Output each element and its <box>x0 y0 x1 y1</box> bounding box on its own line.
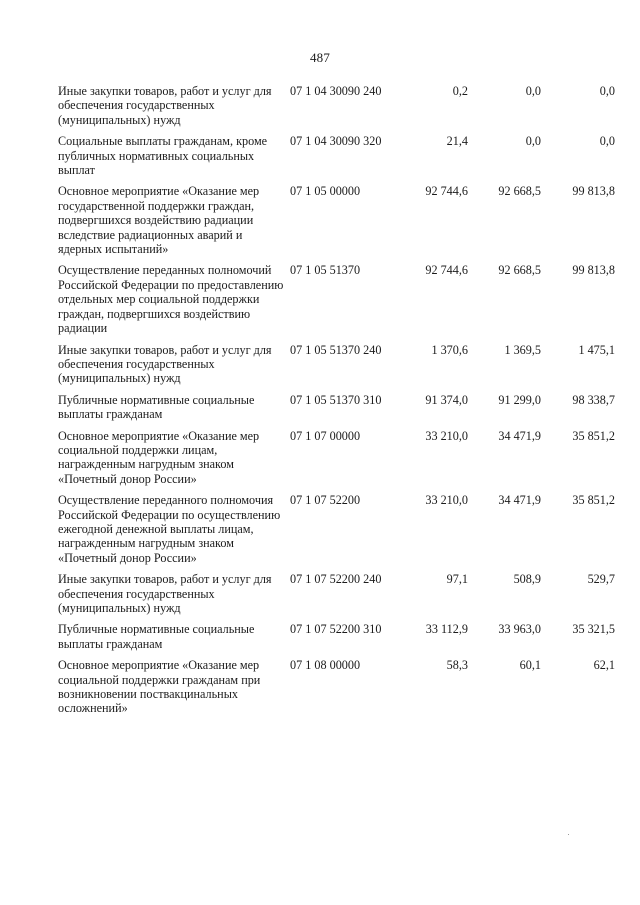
row-code: 07 1 05 00000 <box>290 184 361 199</box>
row-value-2: 34 471,9 <box>498 493 541 508</box>
row-code: 07 1 04 30090 240 <box>290 84 382 98</box>
row-value-1: 0,2 <box>452 84 468 98</box>
row-value-2: 92 668,5 <box>498 263 541 278</box>
row-value-3: 98 338,7 <box>572 392 615 407</box>
row-value-2: 34 471,9 <box>498 428 541 443</box>
budget-table <box>58 84 618 723</box>
table-row <box>58 622 618 651</box>
row-code: 07 1 04 30090 320 <box>290 134 382 149</box>
table-row <box>58 134 618 177</box>
row-description: Иные закупки товаров, работ и услуг для обеспечения государственных (муниципальных) нужд <box>58 84 272 127</box>
row-code: 07 1 07 52200 240 <box>290 572 382 587</box>
table-row <box>58 263 618 335</box>
row-value-3: 35 851,2 <box>572 493 615 508</box>
row-description: Социальные выплаты гражданам, кроме публичных нормативных социальных выплат <box>58 134 268 178</box>
row-value-1: 92 744,6 <box>425 184 468 199</box>
row-code: 07 1 07 52200 310 <box>290 622 382 637</box>
row-description: Осуществление переданных полномочий Российской Федерации по предоставлению отдельных мер социальной поддержки граждан, подвергшихся воздействию радиации <box>58 263 284 336</box>
table-row <box>58 493 618 565</box>
row-value-2: 33 963,0 <box>498 622 541 637</box>
row-value-3: 0,0 <box>599 134 615 149</box>
row-description: Иные закупки товаров, работ и услуг для обеспечения государственных (муниципальных) нужд <box>58 572 272 615</box>
row-value-1: 21,4 <box>446 134 468 149</box>
row-code: 07 1 07 52200 <box>290 493 361 508</box>
row-value-3: 35 321,5 <box>572 622 615 637</box>
row-value-2: 0,0 <box>525 134 541 149</box>
row-code: 07 1 05 51370 240 <box>290 342 382 357</box>
table-row <box>58 572 618 615</box>
row-value-1: 33 210,0 <box>425 493 468 508</box>
row-description: Осуществление переданного полномочия Российской Федерации по осуществлению ежегодной денежной выплаты лицам, награжденным нагрудным знаком «Почетный донор России» <box>58 493 281 565</box>
row-description: Основное мероприятие «Оказание мер социальной поддержки лицам, награжденным нагрудным знаком «Почетный донор России» <box>58 428 260 486</box>
row-value-3: 35 851,2 <box>572 428 615 443</box>
row-value-3: 0,0 <box>599 84 615 98</box>
row-description: Публичные нормативные социальные выплаты гражданам <box>58 622 255 651</box>
row-value-2: 1 369,5 <box>504 342 541 357</box>
row-description: Основное мероприятие «Оказание мер государственной поддержки граждан, подвергшихся воздействию радиации вследствие радиационных аварий и ядерных испытаний» <box>58 184 260 257</box>
row-value-2: 60,1 <box>519 658 541 673</box>
row-value-3: 99 813,8 <box>572 184 615 199</box>
row-value-1: 33 112,9 <box>425 622 468 637</box>
row-description: Основное мероприятие «Оказание мер социальной поддержки гражданам при возникновении поствакцинальных осложнений» <box>58 658 261 716</box>
row-value-3: 62,1 <box>593 658 615 673</box>
row-value-3: 1 475,1 <box>578 342 615 357</box>
row-value-1: 1 370,6 <box>431 342 468 357</box>
row-value-1: 33 210,0 <box>425 428 468 443</box>
row-code: 07 1 07 00000 <box>290 428 361 443</box>
row-value-2: 92 668,5 <box>498 184 541 199</box>
table-row <box>58 343 618 386</box>
row-value-2: 91 299,0 <box>498 392 541 407</box>
row-value-1: 97,1 <box>446 572 468 587</box>
row-value-2: 508,9 <box>513 572 541 587</box>
row-value-1: 58,3 <box>446 658 468 673</box>
row-value-1: 91 374,0 <box>425 392 468 407</box>
row-value-2: 0,0 <box>525 84 541 98</box>
page-number: 487 <box>309 50 331 65</box>
table-row <box>58 429 618 487</box>
table-row <box>58 184 618 256</box>
row-description: Публичные нормативные социальные выплаты гражданам <box>58 392 255 422</box>
row-value-1: 92 744,6 <box>425 263 468 278</box>
scan-speck <box>568 834 569 835</box>
row-code: 07 1 08 00000 <box>290 658 361 673</box>
table-row <box>58 658 618 716</box>
row-value-3: 529,7 <box>587 572 615 587</box>
row-value-3: 99 813,8 <box>572 263 615 278</box>
table-row <box>58 84 618 127</box>
row-code: 07 1 05 51370 310 <box>290 392 382 407</box>
row-code: 07 1 05 51370 <box>290 263 361 278</box>
row-description: Иные закупки товаров, работ и услуг для обеспечения государственных (муниципальных) нужд <box>58 342 272 386</box>
table-row <box>58 393 618 422</box>
